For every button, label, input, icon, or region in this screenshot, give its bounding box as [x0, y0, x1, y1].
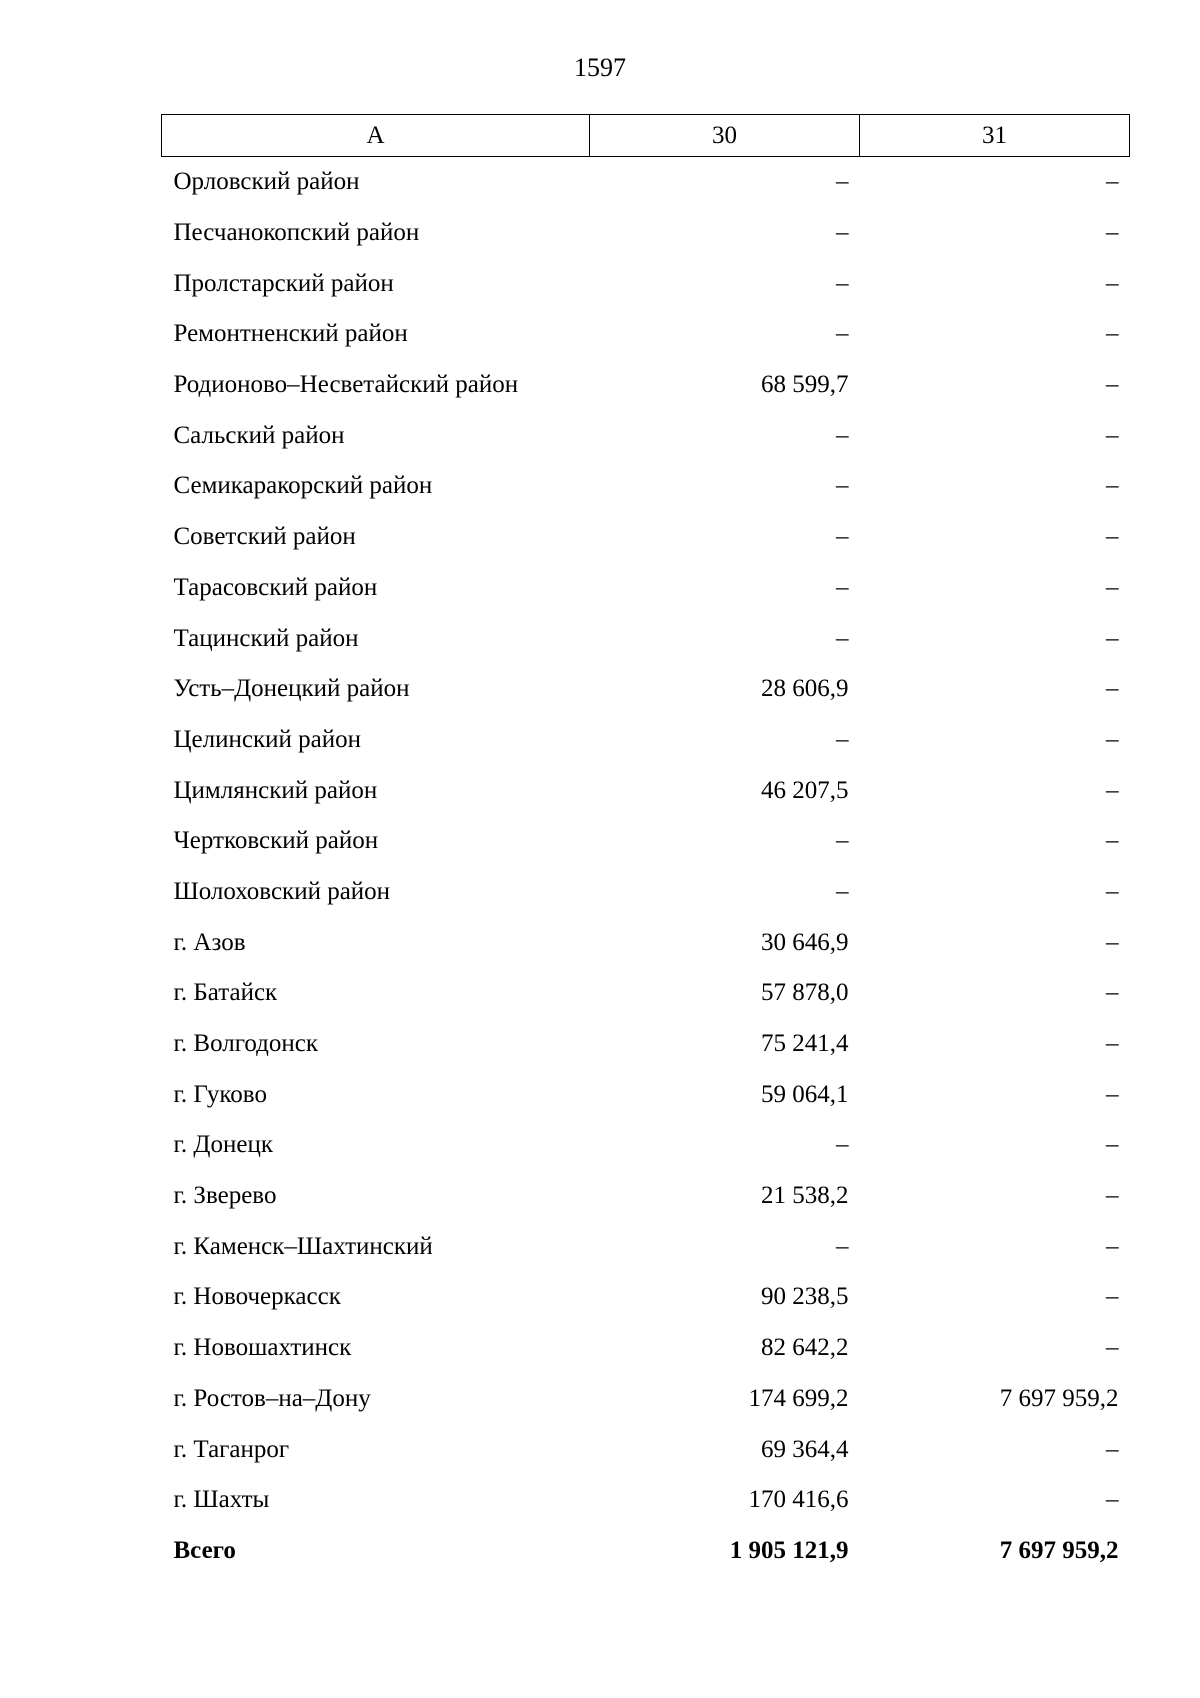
table-row: [162, 968, 1130, 1019]
row-name-cell: Песчанокопский район: [173, 219, 420, 247]
row-value-31-cell: –: [1106, 1283, 1119, 1311]
row-value-30-cell: –: [836, 269, 849, 297]
table-row: [162, 1120, 1130, 1171]
row-value-31-cell: –: [1106, 624, 1119, 652]
row-name-cell: Семикаракорский район: [173, 472, 433, 500]
row-value-30-cell: 57 878,0: [761, 979, 849, 1007]
table-row: [162, 715, 1130, 766]
total-value-31-cell: 7 697 959,2: [999, 1536, 1119, 1564]
row-name-cell: г. Шахты: [173, 1486, 270, 1514]
table-row: [162, 816, 1130, 867]
row-value-30-cell: 90 238,5: [761, 1283, 849, 1311]
table-row: [162, 1475, 1130, 1526]
table-row: [162, 1272, 1130, 1323]
table-row: [162, 208, 1130, 259]
row-name-cell: г. Зверево: [173, 1182, 277, 1210]
row-name-cell: Родионово–Несветайский район: [173, 371, 519, 399]
row-value-31-cell: –: [1106, 979, 1119, 1007]
row-name-cell: Пролстарский район: [173, 269, 394, 297]
row-value-31-cell: –: [1106, 928, 1119, 956]
row-name-cell: г. Таганрог: [173, 1435, 290, 1463]
table-row: [162, 461, 1130, 512]
row-value-31-cell: –: [1106, 1131, 1119, 1159]
row-name-cell: г. Батайск: [173, 979, 278, 1007]
row-value-30-cell: 170 416,6: [748, 1486, 849, 1514]
row-name-cell: Целинский район: [173, 725, 361, 753]
row-value-31-cell: –: [1106, 1435, 1119, 1463]
row-value-30-cell: 46 207,5: [761, 776, 849, 804]
row-value-30-cell: –: [836, 421, 849, 449]
row-value-30-cell: 21 538,2: [761, 1182, 849, 1210]
row-value-31-cell: –: [1106, 827, 1119, 855]
row-value-30-cell: 75 241,4: [761, 1030, 849, 1058]
table-row: [162, 1374, 1130, 1425]
table-row: [162, 512, 1130, 563]
table-row: [162, 613, 1130, 664]
row-name-cell: Шолоховский район: [173, 877, 391, 905]
table-row: [162, 664, 1130, 715]
row-value-31-cell: –: [1106, 168, 1119, 196]
row-value-31-cell: –: [1106, 1182, 1119, 1210]
table-row: [162, 258, 1130, 309]
row-name-cell: г. Волгодонск: [173, 1030, 319, 1058]
table-row: [162, 867, 1130, 918]
row-name-cell: г. Азов: [173, 928, 246, 956]
row-name-cell: г. Новошахтинск: [173, 1334, 352, 1362]
row-value-30-cell: 30 646,9: [761, 928, 849, 956]
row-value-31-cell: –: [1106, 320, 1119, 348]
table-row: [162, 157, 1130, 208]
total-name-cell: Всего: [173, 1536, 236, 1564]
row-value-30-cell: –: [836, 168, 849, 196]
row-value-30-cell: –: [836, 1232, 849, 1260]
row-value-31-cell: –: [1106, 675, 1119, 703]
row-value-31-cell: –: [1106, 1030, 1119, 1058]
header-row: [162, 115, 1130, 157]
row-value-31-cell: –: [1106, 1486, 1119, 1514]
row-value-30-cell: 59 064,1: [761, 1080, 849, 1108]
row-name-cell: Советский район: [173, 523, 356, 551]
table-row: [162, 309, 1130, 360]
row-value-30-cell: –: [836, 827, 849, 855]
total-row: [162, 1526, 1130, 1577]
row-value-31-cell: –: [1106, 877, 1119, 905]
row-value-30-cell: –: [836, 472, 849, 500]
table-row: [162, 1019, 1130, 1070]
row-value-31-cell: –: [1106, 219, 1119, 247]
row-name-cell: г. Ростов–на–Дону: [173, 1384, 371, 1412]
row-name-cell: г. Новочеркасск: [173, 1283, 341, 1311]
table-row: [162, 1069, 1130, 1120]
row-name-cell: Цимлянский район: [173, 776, 378, 804]
row-value-31-cell: –: [1106, 1080, 1119, 1108]
row-name-cell: г. Каменск–Шахтинский: [173, 1232, 433, 1260]
row-value-31-cell: –: [1106, 776, 1119, 804]
row-value-31-cell: –: [1106, 573, 1119, 601]
row-value-30-cell: 174 699,2: [748, 1384, 849, 1412]
row-value-30-cell: –: [836, 573, 849, 601]
table-row: [162, 1221, 1130, 1272]
row-value-30-cell: 68 599,7: [761, 371, 849, 399]
row-value-31-cell: –: [1106, 421, 1119, 449]
row-name-cell: Тацинский район: [173, 624, 359, 652]
row-value-30-cell: –: [836, 725, 849, 753]
row-value-31-cell: –: [1106, 472, 1119, 500]
row-value-30-cell: –: [836, 1131, 849, 1159]
row-value-30-cell: 82 642,2: [761, 1334, 849, 1362]
row-value-30-cell: 28 606,9: [761, 675, 849, 703]
table-row: [162, 765, 1130, 816]
table-row: [162, 563, 1130, 614]
table-row: [162, 410, 1130, 461]
row-name-cell: Ремонтненский район: [173, 320, 408, 348]
row-name-cell: Усть–Донецкий район: [173, 675, 410, 703]
row-name-cell: Сальский район: [173, 421, 345, 449]
row-value-31-cell: 7 697 959,2: [999, 1384, 1119, 1412]
row-value-31-cell: –: [1106, 523, 1119, 551]
row-value-30-cell: –: [836, 877, 849, 905]
page-number: 1597: [574, 53, 626, 82]
row-value-31-cell: –: [1106, 269, 1119, 297]
row-name-cell: Чертковский район: [173, 827, 379, 855]
table-row: [162, 360, 1130, 411]
row-name-cell: г. Гуково: [173, 1080, 267, 1108]
data-table: [161, 114, 1130, 1576]
header-cell-a: A: [162, 115, 590, 157]
header-cell-30: 30: [590, 115, 860, 157]
table-row: [162, 917, 1130, 968]
total-value-30-cell: 1 905 121,9: [729, 1536, 849, 1564]
row-value-30-cell: –: [836, 320, 849, 348]
row-name-cell: г. Донецк: [173, 1131, 273, 1159]
table-row: [162, 1424, 1130, 1475]
table-row: [162, 1171, 1130, 1222]
row-value-30-cell: –: [836, 523, 849, 551]
row-name-cell: Орловский район: [173, 168, 360, 196]
row-value-31-cell: –: [1106, 371, 1119, 399]
row-name-cell: Тарасовский район: [173, 573, 378, 601]
row-value-31-cell: –: [1106, 1334, 1119, 1362]
row-value-30-cell: –: [836, 219, 849, 247]
table-row: [162, 1323, 1130, 1374]
row-value-31-cell: –: [1106, 1232, 1119, 1260]
row-value-30-cell: 69 364,4: [761, 1435, 849, 1463]
header-cell-31: 31: [860, 115, 1130, 157]
row-value-31-cell: –: [1106, 725, 1119, 753]
row-value-30-cell: –: [836, 624, 849, 652]
